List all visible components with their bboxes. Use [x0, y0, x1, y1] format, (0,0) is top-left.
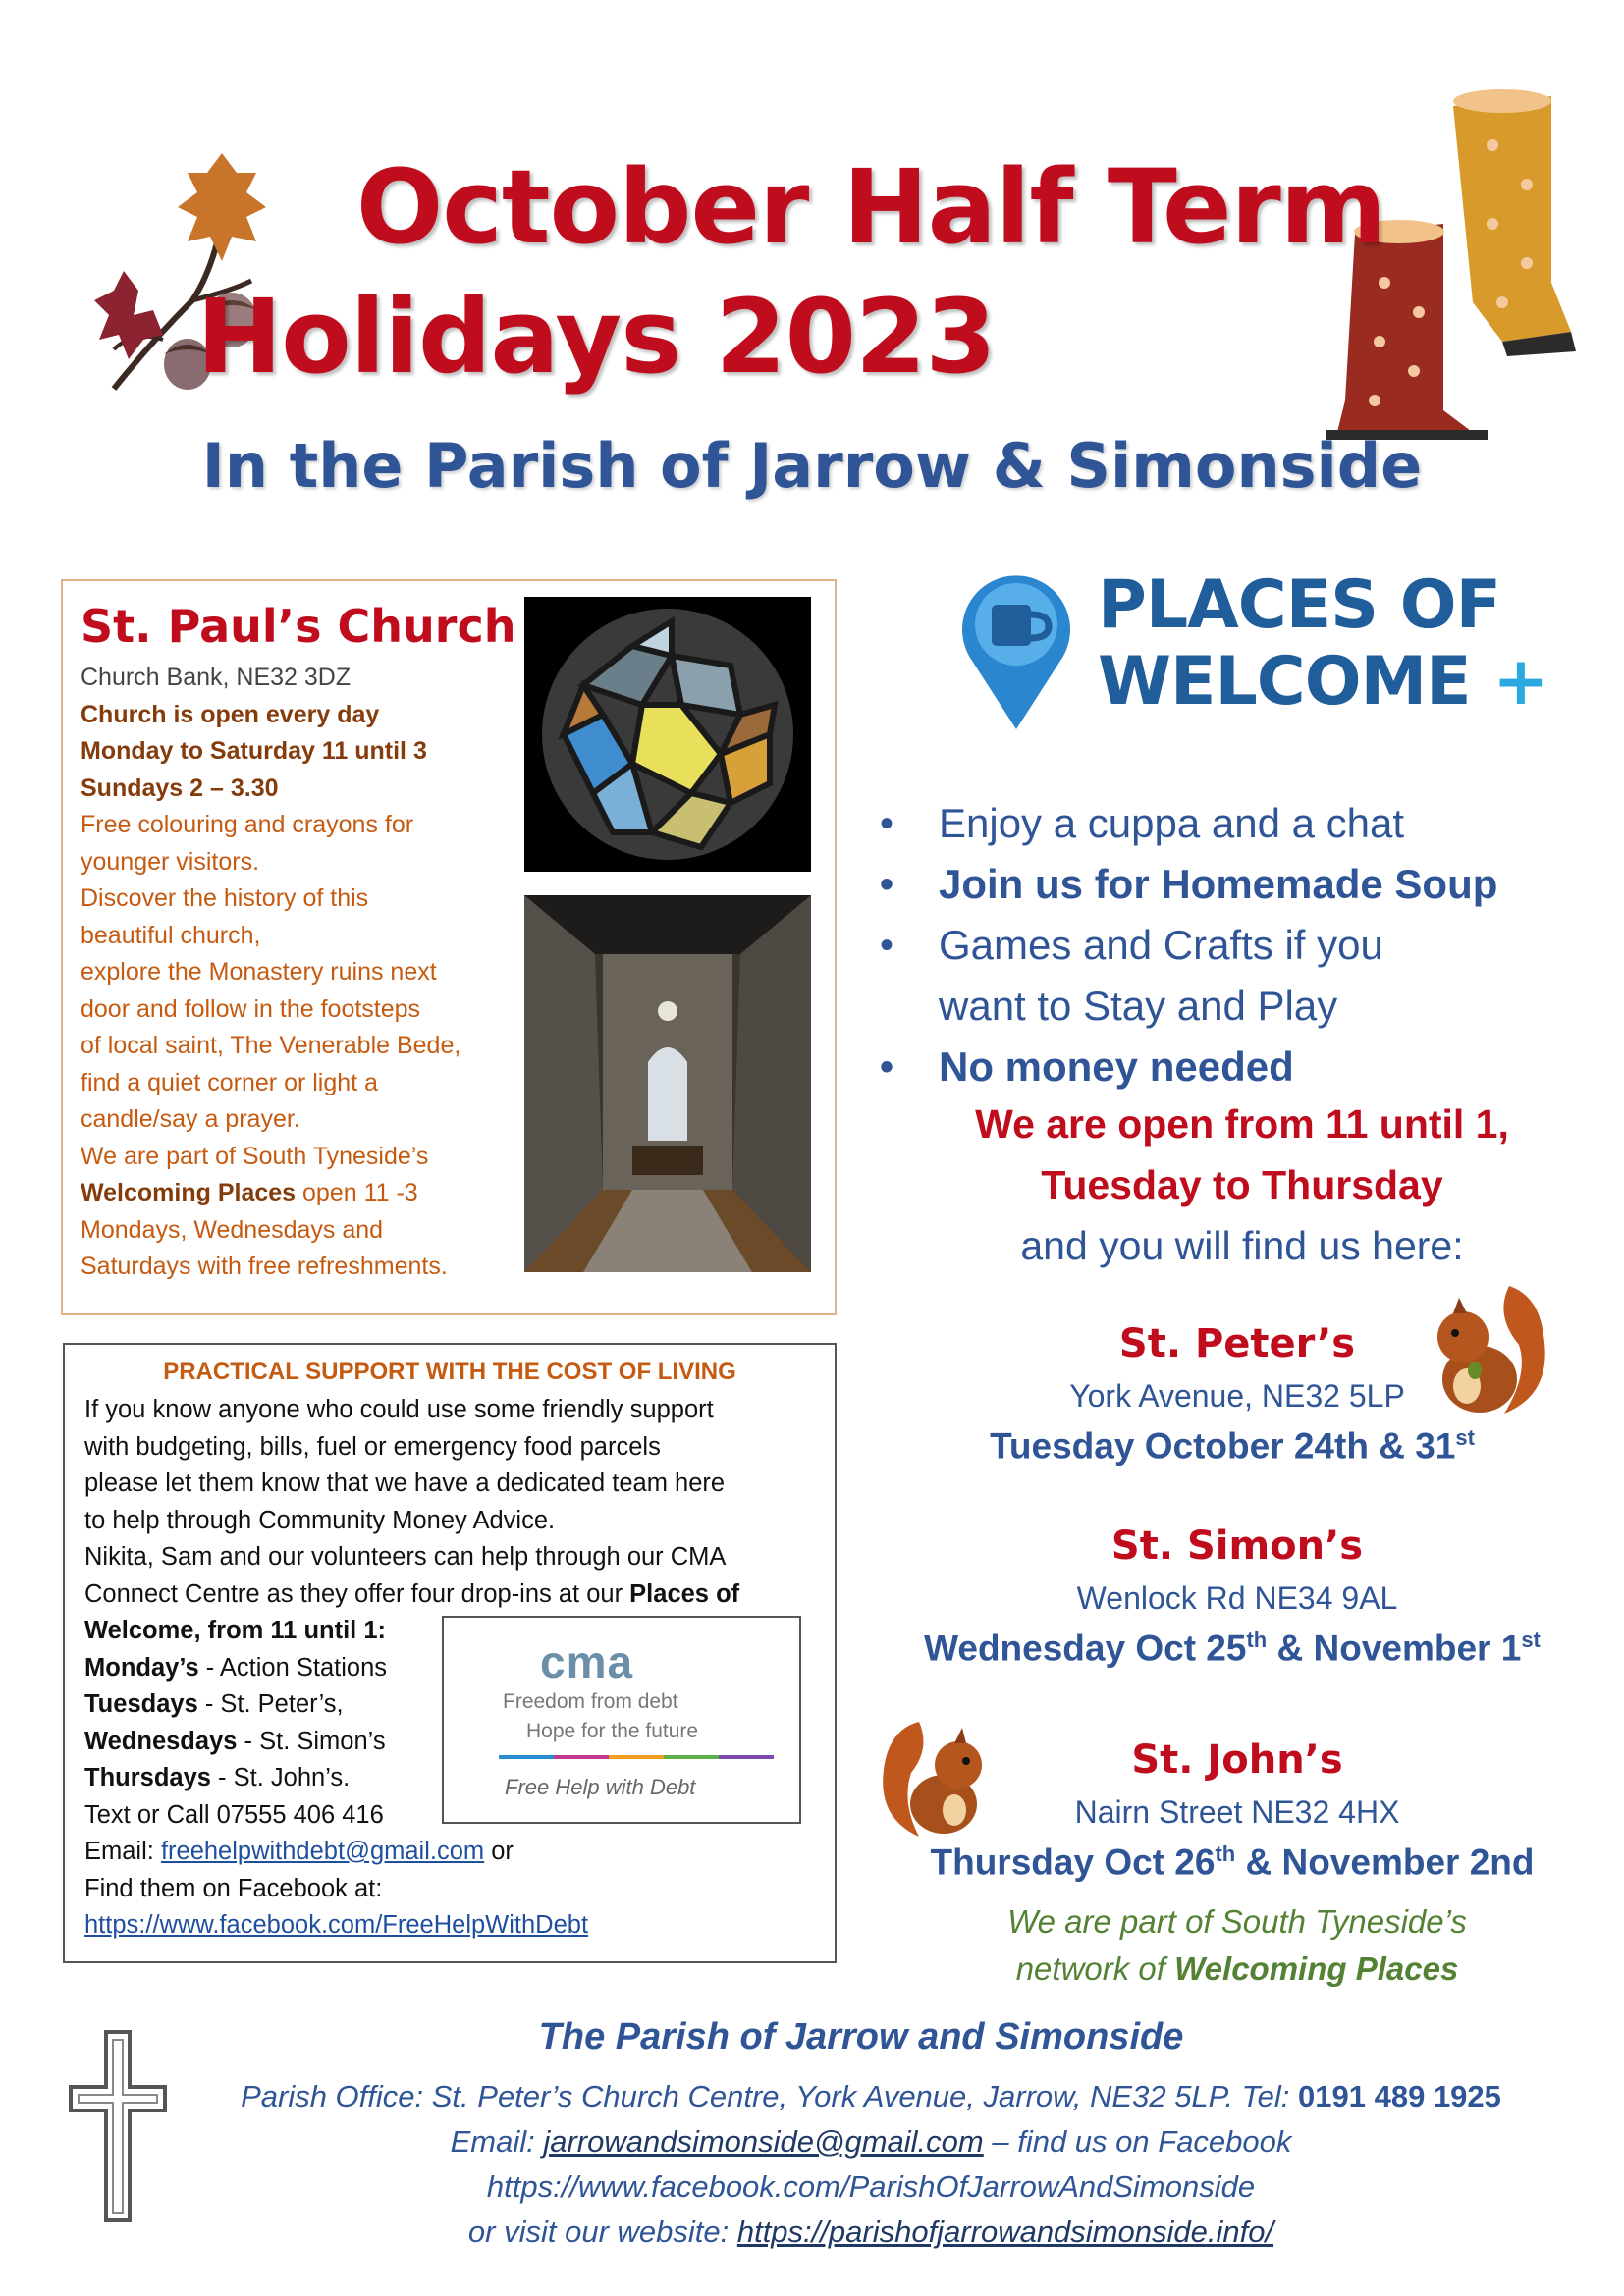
st-pauls-line: beautiful church, — [81, 921, 261, 949]
cma-line2: Hope for the future — [526, 1720, 699, 1742]
footer-parish-name: The Parish of Jarrow and Simonside — [538, 2016, 1184, 2057]
welcoming-line2-pre: network of — [1015, 1950, 1175, 1987]
coffee-pin-icon — [962, 567, 1070, 734]
venue-address: Nairn Street NE32 4HX — [1074, 1794, 1400, 1830]
dropin-place: - St. John’s. — [210, 1764, 351, 1791]
venue-sup-a: th — [1215, 1842, 1236, 1866]
support-facebook-label: Find them on Facebook at: — [84, 1874, 383, 1902]
bullet-item: • Enjoy a cuppa and a chat — [880, 793, 1567, 854]
footer-office: Parish Office: St. Peter’s Church Centre, York Avenue, Jarrow, NE32 5LP. Tel: — [241, 2079, 1299, 2113]
st-pauls-welcoming — [81, 1175, 522, 1212]
support-facebook-link[interactable]: https://www.facebook.com/FreeHelpWithDebt — [84, 1911, 589, 1939]
bullet-item: • Join us for Homemade Soup — [880, 854, 1567, 915]
squirrel-icon — [880, 1714, 988, 1842]
st-pauls-hours-sunday: Sundays 2 – 3.30 — [81, 774, 279, 802]
bullet-item: • No money needed — [880, 1037, 1567, 1097]
dropin-place: - St. Peter’s, — [197, 1690, 344, 1718]
venue-dates — [844, 1842, 1620, 1883]
support-line: Nikita, Sam and our volunteers can help through our CMA — [84, 1543, 727, 1571]
dropin-place: - Action Stations — [198, 1653, 388, 1682]
footer-facebook-url: https://www.facebook.com/ParishOfJarrowAndSimonside — [486, 2169, 1256, 2204]
venue-name: St. Simon’s — [1110, 1523, 1364, 1569]
support-line: with budgeting, bills, fuel or emergency food parcels — [84, 1432, 661, 1461]
footer-email-label: Email: — [450, 2124, 544, 2159]
welcoming-line1: We are part of South Tyneside’s — [1007, 1903, 1467, 1940]
welcoming-network — [864, 1898, 1610, 1993]
st-pauls-title: St. Paul’s Church — [81, 600, 516, 653]
church-interior-photo — [524, 895, 811, 1272]
st-pauls-line: younger visitors. — [81, 847, 260, 876]
page-subtitle: In the Parish of Jarrow & Simonside — [201, 430, 1423, 502]
st-pauls-hours-weekday: Monday to Saturday 11 until 3 — [81, 737, 427, 765]
welcoming-line2-bold: Welcoming Places — [1174, 1950, 1459, 1987]
st-pauls-line: We are part of South Tyneside’s — [81, 1142, 429, 1170]
venue-sup-b: st — [1521, 1628, 1541, 1652]
connect-line: Connect Centre as they offer four drop-ins at our — [84, 1579, 630, 1608]
venue-address: York Avenue, NE32 5LP — [1069, 1378, 1405, 1414]
st-pauls-line: door and follow in the footsteps — [81, 994, 421, 1023]
support-email-line — [84, 1834, 831, 1871]
venue-dates — [844, 1425, 1620, 1467]
pow-logo-line2: WELCOME — [1098, 643, 1471, 721]
footer-office-line — [118, 2079, 1624, 2114]
dropin-day: Tuesdays — [84, 1690, 198, 1718]
cma-line1: Freedom from debt — [503, 1690, 678, 1713]
st-pauls-days: Mondays, Wednesdays and — [81, 1215, 384, 1244]
welcoming-places-label: Welcoming Places — [81, 1179, 297, 1206]
footer-email-link[interactable]: jarrowandsimonside@gmail.com — [543, 2124, 984, 2159]
email-label: Email: — [84, 1838, 161, 1865]
st-pauls-open: Church is open every day — [81, 700, 380, 728]
find-us-line: and you will find us here: — [1020, 1223, 1464, 1268]
squirrel-icon — [1426, 1276, 1553, 1423]
st-pauls-line: Free colouring and crayons for — [81, 811, 414, 838]
footer-tel: 0191 489 1925 — [1298, 2079, 1501, 2113]
bullet-item — [880, 915, 1567, 1037]
page-title-line2: Holidays 2023 — [196, 277, 996, 397]
st-pauls-line: of local saint, The Venerable Bede, — [81, 1032, 461, 1059]
venue-date-a: Tuesday October 24th & 31 — [990, 1425, 1456, 1467]
support-line: to help through Community Money Advice. — [84, 1506, 556, 1534]
places-of-welcome-logo — [1098, 567, 1547, 721]
pow-logo-line2-wrap — [1098, 644, 1547, 721]
venue-name: St. Peter’s — [1118, 1321, 1356, 1366]
welcome-from-label: Welcome, from 11 until 1: — [84, 1617, 387, 1644]
st-pauls-line: candle/say a prayer. — [81, 1105, 300, 1133]
dropin-day: Thursdays — [84, 1764, 211, 1791]
welcoming-line2 — [864, 1946, 1610, 1993]
cma-color-bar — [499, 1755, 774, 1759]
footer-facebook-text: – find us on Facebook — [983, 2124, 1292, 2159]
bullet-line: • Games and Crafts if you — [939, 922, 1383, 968]
welcome-bullets — [880, 793, 1567, 1097]
support-line: If you know anyone who could use some friendly support — [84, 1396, 714, 1423]
support-facebook-line — [84, 1907, 831, 1945]
open-hours-line2: Tuesday to Thursday — [1041, 1162, 1443, 1207]
support-line — [84, 1576, 831, 1614]
welcoming-hours: open 11 -3 — [296, 1179, 418, 1206]
pow-logo-line1: PLACES OF — [1098, 566, 1501, 644]
st-pauls-line: Discover the history of this — [81, 884, 369, 912]
pow-logo-plus: + — [1492, 643, 1548, 721]
st-pauls-line: find a quiet corner or light a — [81, 1068, 378, 1096]
venue-name: St. John’s — [1131, 1737, 1343, 1783]
venue-address: Wenlock Rd NE34 9AL — [1076, 1580, 1398, 1616]
venue-sup-a: th — [1246, 1628, 1268, 1652]
email-or: or — [484, 1838, 514, 1865]
cma-logo: cma — [540, 1636, 634, 1687]
practical-support-heading: PRACTICAL SUPPORT WITH THE COST OF LIVING — [163, 1359, 736, 1385]
open-hours-line1: We are open from 11 until 1, — [975, 1101, 1509, 1147]
support-line: please let them know that we have a dedicated team here — [84, 1469, 726, 1497]
places-of-label: Places of — [629, 1579, 740, 1608]
footer-website-line — [118, 2215, 1624, 2250]
cma-tagline: Free Help with Debt — [505, 1775, 696, 1799]
venue-date-b: & November 2nd — [1235, 1842, 1535, 1883]
text-or-call: Text or Call 07555 406 416 — [84, 1800, 384, 1829]
dropin-day: Monday’s — [84, 1653, 199, 1682]
st-pauls-text — [81, 593, 522, 1286]
stained-glass-photo — [524, 597, 811, 872]
venue-sup-a: st — [1455, 1425, 1475, 1450]
venue-dates — [844, 1628, 1620, 1669]
dropin-day: Wednesdays — [84, 1727, 238, 1755]
st-pauls-days: Saturdays with free refreshments. — [81, 1253, 448, 1280]
venue-date-a: Wednesday Oct 25 — [924, 1628, 1247, 1669]
bullet-line: want to Stay and Play — [939, 983, 1338, 1029]
page-title-line1: October Half Term — [355, 147, 1386, 267]
footer-website-label: or visit our website: — [467, 2215, 737, 2249]
st-pauls-address: Church Bank, NE32 3DZ — [81, 664, 352, 691]
venue-date-a: Thursday Oct 26 — [930, 1842, 1216, 1883]
st-pauls-line: explore the Monastery ruins next — [81, 958, 437, 986]
footer-website-link[interactable]: https://parishofjarrowandsimonside.info/ — [736, 2215, 1274, 2249]
support-email-link[interactable]: freehelpwithdebt@gmail.com — [160, 1838, 485, 1865]
venue-date-b: & November 1 — [1267, 1628, 1522, 1669]
footer-email-line — [118, 2124, 1624, 2160]
dropin-place: - St. Simon’s — [237, 1727, 386, 1755]
